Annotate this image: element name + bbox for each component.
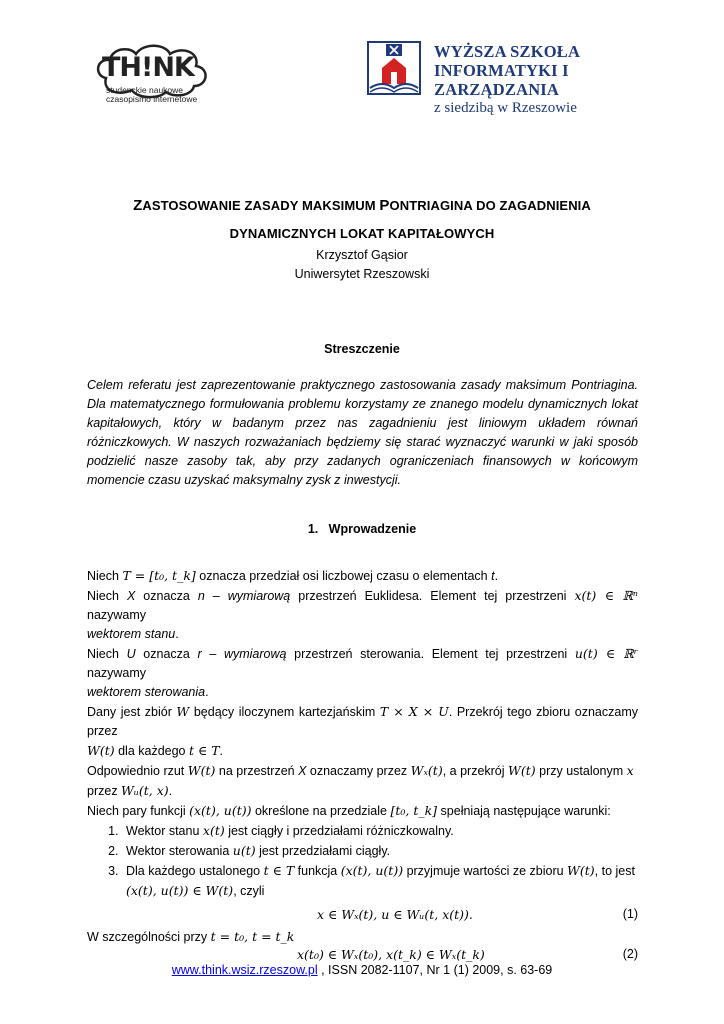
conditions-list: [87, 821, 638, 901]
equation-2-number: (2): [622, 947, 638, 961]
abstract-heading: Streszczenie: [324, 342, 400, 356]
paper-title-line2: DYNAMICZNYCH LOKAT KAPITAŁOWYCH: [229, 226, 495, 241]
equation-1-number: (1): [622, 907, 638, 921]
paragraph-set-w: Dany jest zbiór W będący iloczynem kartezjańskim T × X × U. Przekrój tego zbioru oznaczamy przez W(t) dla każdego t ∈ T.: [87, 704, 638, 758]
think-logo-line1: studenckie naukowe: [106, 85, 184, 95]
school-name-line3: z siedzibą w Rzeszowie: [434, 100, 577, 116]
author-affiliation: Uniwersytet Rzeszowski: [294, 267, 430, 281]
paragraph-state-space: Niech X oznacza n – wymiarową przestrzeń Euklidesa. Element tej przestrzeni x(t) ∈ ℝⁿ nazywamy wektorem stanu.: [87, 588, 638, 641]
think-logo-word: TH!NK: [102, 52, 194, 83]
title-initial-p: P: [379, 197, 390, 214]
school-emblem-icon: [364, 40, 424, 96]
title-text-a: ASTOSOWANIE ZASADY MAKSIMUM: [142, 198, 380, 213]
paper-title-line1: [0, 197, 724, 214]
section-heading: 1. Wprowadzenie: [307, 522, 417, 536]
page-footer: [0, 963, 724, 977]
title-initial-z: Z: [133, 197, 143, 214]
journal-link[interactable]: www.think.wsiz.rzeszow.pl: [171, 963, 318, 977]
equation-2-body: x(t₀) ∈ Wₓ(t₀), x(t_k) ∈ Wₓ(t_k): [297, 947, 485, 962]
abstract-text: Celem referatu jest zaprezentowanie praktycznego zastosowania zasady maksimum Pontriagina. Dla matematycznego formułowania problemu korzystamy ze znanego modelu dynamicznych lokat kapitałowych, który w badanym przez nas zagadnieniu jest liniowym układem równań różniczkowych. W naszych rozważaniach będziemy się starać wyznaczyć warunki w jaki sposób podzielić nasze zasoby tak, aby przy zadanych ograniczeniach finansowych w końcowym momencie czasu uzyskać maksymalny zysk z inwestycji.: [87, 378, 638, 487]
paragraph-special-case: W szczególności przy t = t₀, t = t_k: [87, 929, 295, 944]
section-body: [87, 566, 638, 967]
equation-1: [87, 905, 638, 927]
school-name: [434, 42, 654, 118]
school-name-line2: INFORMATYKI I ZARZĄDZANIA: [434, 61, 569, 99]
list-item: 1. Wektor stanu x(t) jest ciągły i przedziałami różniczkowalny.: [122, 821, 638, 841]
think-logo: [92, 40, 222, 110]
equation-1-body: x ∈ Wₓ(t), u ∈ Wᵤ(t, x(t)).: [317, 907, 473, 922]
paragraph-projection: Odpowiednio rzut W(t) na przestrzeń X oznaczamy przez Wₓ(t), a przekrój W(t) przy ustalonym x przez Wᵤ(t, x).: [87, 763, 634, 798]
author-name: Krzysztof Gąsior: [316, 248, 408, 262]
school-logo: [364, 40, 654, 116]
list-item: 2. Wektor sterowania u(t) jest przedziałami ciągły.: [122, 841, 638, 861]
title-text-b: ONTRIAGINA DO ZAGADNIENIA: [389, 198, 591, 213]
list-item: 3. Dla każdego ustalonego t ∈ T funkcja (x(t), u(t)) przyjmuje wartości ze zbioru W(t), to jest (x(t), u(t)) ∈ W(t), czyli: [122, 861, 638, 901]
think-logo-line2: czasopismo internetowe: [106, 94, 198, 104]
paragraph-control-space: Niech U oznacza r – wymiarową przestrzeń sterowania. Element tej przestrzeni u(t) ∈ ℝʳ nazywamy wektorem sterowania.: [87, 646, 638, 699]
paragraph-function-pairs: Niech pary funkcji (x(t), u(t)) określone na przedziale [t₀, t_k] spełniają następujące warunki:: [87, 803, 611, 818]
school-name-line1: WYŻSZA SZKOŁA: [434, 42, 581, 61]
paragraph-time-interval: Niech T = [t₀, t_k] oznacza przedział osi liczbowej czasu o elementach t.: [87, 568, 499, 583]
footer-issn: , ISSN 2082-1107, Nr 1 (1) 2009, s. 63-69: [317, 963, 553, 977]
